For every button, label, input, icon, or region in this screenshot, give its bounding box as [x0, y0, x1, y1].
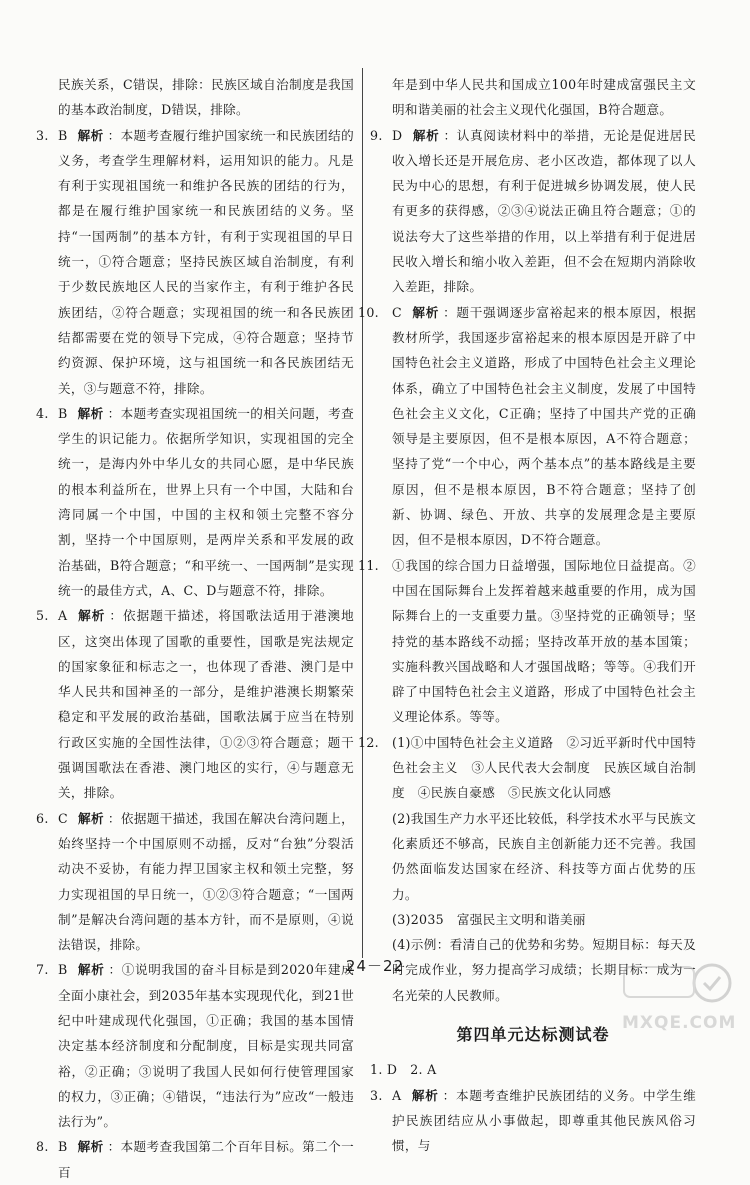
- analysis-label: 解析: [77, 962, 105, 978]
- answer-text: ：依据题干描述，将国歌法适用于港澳地区，这突出体现了国歌的重要性，国歌是宪法规定的国家象征和标志之一，也体现了香港、澳门是中华人民共和国神圣的一部分，是维护港澳长期繁荣稳定和平发展的政治基础，国歌法属于应当在特别行政区实施的全国性法律，①②③符合题意；题干强调国歌法在香港、澳门地区的实行，④与题意无关，排除。: [58, 608, 354, 801]
- answer-text: ：依据题干描述，我国在解决台湾问题上，始终坚持一个中国原则不动摇，反对“台独”分裂活动决不妥协，有能力捍卫国家主权和领土完整，努力实现祖国的早日统一，①②③符合题意；“一国两制”是解决台湾问题的基本方针，而不是原则，④说法错误，排除。: [58, 810, 355, 953]
- analysis-label: 解析: [77, 1139, 104, 1155]
- answer-text: ：①说明我国的奋斗目标是到2020年建成全面小康社会，到2035年基本实现现代化，到21世纪中叶建成现代化强国，①正确；我国的基本国情决定基本经济制度和分配制度，目标是实现共同富裕，②正确；③说明了我国人民如何行使管理国家的权力，③正确；④错误，“违法行为”应改“一般违法行为”。: [58, 962, 354, 1130]
- analysis-label: 解析: [77, 127, 104, 143]
- question-number: 7.: [36, 962, 49, 978]
- answer-choice: B: [58, 127, 68, 143]
- answer-text: (1)①中国特色社会主义道路 ②习近平新时代中国特色社会主义 ③人民代表大会制度 民族区域自治制度 ④民族自豪感 ⑤民族文化认同感: [392, 734, 696, 801]
- answer-text: ：本题考查我国第二个百年目标。第二个一百: [58, 1139, 354, 1180]
- question-number: 3.: [36, 127, 49, 143]
- answer-item: [36, 1134, 354, 1185]
- answer-choice: B: [58, 405, 68, 421]
- page-number: 24－22: [345, 957, 405, 975]
- analysis-label: 解析: [77, 810, 104, 826]
- answer-item: [36, 123, 354, 401]
- watermark-text: MXQE.COM: [622, 1013, 737, 1033]
- answer-item: [358, 553, 696, 730]
- answer-item: [36, 401, 354, 603]
- question-number: 3.: [370, 1087, 383, 1103]
- answer-text: ：认真阅读材料中的举措，无论是促进居民收入增长还是开展危房、老小区改造，都体现了以人民为中心的思想，有利于促进城乡协调发展，使人民有更多的获得感，②③④说法正确且符合题意；①的说法夸大了这些举措的作用，以上举措有利于促进居民收入增长和缩小收入差距，但不会在短期内消除收入差距，排除。: [392, 127, 696, 295]
- watermark-logo: [616, 959, 736, 1037]
- answer-item: [358, 300, 696, 553]
- answer-subpart: (3)2035 富强民主文明和谐美丽: [392, 911, 586, 927]
- answer-choice: A: [392, 1087, 402, 1103]
- answer-choice: C: [58, 810, 68, 826]
- answer-text: 年是到中华人民共和国成立100年时建成富强民主文明和谐美丽的社会主义现代化强国，B符合题意。: [392, 77, 696, 118]
- answer-continuation: [370, 72, 696, 123]
- answer-item: [358, 730, 696, 806]
- answer-choice: C: [392, 304, 402, 320]
- answer-choice: A: [58, 608, 68, 624]
- answer-text: 民族关系，C错误，排除：民族区域自治制度是我国的基本政治制度，D错误，排除。: [58, 77, 354, 118]
- answer-item: [36, 806, 354, 958]
- analysis-label: 解析: [412, 127, 440, 143]
- question-number: 8.: [36, 1139, 49, 1155]
- section-title: 第四单元达标测试卷: [456, 1024, 610, 1044]
- answer-text: ：本题考查履行维护国家统一和民族团结的义务，考查学生理解材料，运用知识的能力。凡是有利于实现祖国统一和维护各民族的团结的行为，都是在履行维护国家统一和民族团结的义务。坚持“一国两制”的基本方针，有利于实现祖国的早日统一，①符合题意；坚持民族区域自治制度，有利于少数民族地区人民的当家作主，有利于维护各民族团结，②符合题意；实现祖国的统一和各民族团结都需要在党的领导下完成，④符合题意；坚持节约资源、保护环境，这与祖国统一和各民族团结无关，③与题意不符，排除。: [58, 127, 354, 396]
- analysis-label: 解析: [411, 1087, 439, 1103]
- answer-text: ：本题考查实现祖国统一的相关问题，考查学生的识记能力。依据所学知识，实现祖国的完全统一，是海内外中华儿女的共同心愿，是中华民族的根本利益所在，世界上只有一个中国，大陆和台湾同属一个中国，中国的主权和领土完整不容分割，坚持一个中国原则，是两岸关系和平发展的政治基础，B符合题意；“和平统一、一国两制”是实现统一的最佳方式，A、C、D与题意不符，排除。: [58, 405, 354, 598]
- question-number: 12.: [358, 734, 379, 750]
- question-number: 4.: [36, 405, 49, 421]
- analysis-label: 解析: [77, 608, 106, 624]
- analysis-label: 解析: [77, 405, 104, 421]
- answer-item: [36, 957, 354, 1134]
- question-number: 10.: [358, 304, 379, 320]
- answer-choice: B: [58, 962, 68, 978]
- answer-subpart: (2)我国生产力水平还比较低，科学技术水平与民族文化素质还不够高，民族自主创新能力还不完善。我国仍然面临发达国家在经济、科技等方面占优势的压力。: [392, 810, 696, 902]
- answer-subpart: (4)示例：看清自己的优势和劣势。短期目标：每天及时完成作业，努力提高学习成绩；长期目标：成为一名光荣的人民教师。: [392, 937, 696, 1003]
- answer-continuation: [36, 72, 354, 123]
- answer-text: ：题干强调逐步富裕起来的根本原因，根据教材所学，我国逐步富裕起来的根本原因是开辟了中国特色社会主义道路，形成了中国特色社会主义理论体系，确立了中国特色社会主义制度，发展了中国特色社会主义文化，C正确；坚持了中国共产党的正确领导是主要原因，但不是根本原因，A不符合题意；坚持了党“一个中心，两个基本点”的基本路线是主要原因，但不是根本原因，B不符合题意；坚持了创新、协调、绿色、开放、共享的发展理念是主要原因，但不是根本原因，D不符合题意。: [392, 304, 696, 548]
- answer-choice: B: [58, 1139, 68, 1155]
- question-number: 6.: [36, 810, 49, 826]
- question-number: 9.: [370, 127, 383, 143]
- answer-item: [36, 603, 354, 805]
- answer-choice: D: [392, 127, 403, 143]
- analysis-label: 解析: [411, 304, 440, 320]
- answer-item: [370, 123, 696, 300]
- question-number: 11.: [358, 557, 379, 573]
- answer-line: 1. D 2. A: [370, 1062, 437, 1078]
- column-divider: [362, 68, 363, 958]
- answer-text: ①我国的综合国力日益增强，国际地位日益提高。②中国在国际舞台上发挥着越来越重要的作用，成为国际舞台上的一支重要力量。③坚持党的正确领导；坚持党的基本路线不动摇；坚持改革开放的基本国策；实施科教兴国战略和人才强国战略；等等。④我们开辟了中国特色社会主义道路，形成了中国特色社会主义理论体系。等等。: [392, 557, 696, 725]
- question-number: 5.: [36, 608, 49, 624]
- left-column: [36, 72, 354, 1185]
- answer-text: ：本题考查维护民族团结的义务。中学生维护民族团结应从小事做起，即尊重其他民族风俗习惯，与: [392, 1087, 697, 1154]
- answer-item: [370, 1083, 696, 1159]
